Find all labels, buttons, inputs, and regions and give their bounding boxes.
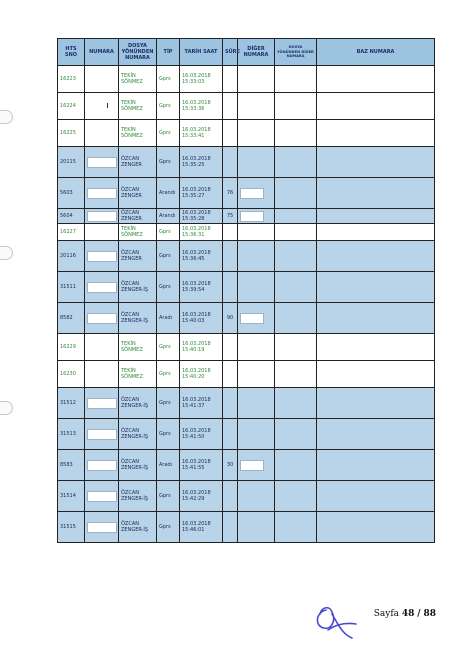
tarih-saat-cell <box>180 224 223 241</box>
dosya-numara-cell: TEKİN SÖNMEZ <box>119 66 157 93</box>
table-row <box>58 66 435 93</box>
table-row <box>58 147 435 178</box>
numara-cell <box>85 120 119 147</box>
sure-cell <box>223 224 238 241</box>
time-text: 15:40:20 <box>182 374 205 380</box>
time-text: 15:36:45 <box>182 256 205 262</box>
hts-sno-cell: 31512 <box>58 388 85 419</box>
sure-cell <box>223 241 238 272</box>
col-dosya-numara: DOSYA YÖNÜNDEN NUMARA <box>119 39 157 66</box>
diger-numara-cell <box>238 450 275 481</box>
hts-sno-cell: 16224 <box>58 93 85 120</box>
col-dosya-diger-numara: DOSYA YÖNÜNDEN DİĞER NUMARA <box>275 39 317 66</box>
time-text: 15:33:41 <box>182 133 205 139</box>
hts-sno-cell: 31515 <box>58 512 85 543</box>
baz-numara-cell <box>317 334 435 361</box>
page-number <box>374 609 436 619</box>
tip-cell: Arandı <box>157 178 180 209</box>
numara-cell <box>85 178 119 209</box>
numara-cell <box>85 419 119 450</box>
baz-numara-cell <box>317 147 435 178</box>
time-text: 15:35:25 <box>182 162 205 168</box>
time-text: 15:46:01 <box>182 527 205 533</box>
dosya-numara-cell: ÖZCAN ZENGER <box>119 178 157 209</box>
diger-numara-cell <box>238 93 275 120</box>
date-text: 16.03.2018 <box>182 459 211 465</box>
table-row <box>58 334 435 361</box>
tip-cell: Gprs <box>157 147 180 178</box>
hts-sno-cell: 31514 <box>58 481 85 512</box>
dosya-diger-numara-cell <box>275 241 317 272</box>
table-row <box>58 388 435 419</box>
dosya-numara-cell: ÖZCAN ZENGER-İŞ <box>119 388 157 419</box>
hts-sno-cell: 5603 <box>58 178 85 209</box>
baz-numara-cell <box>317 120 435 147</box>
diger-numara-cell <box>238 303 275 334</box>
tip-cell: Gprs <box>157 66 180 93</box>
date-text: 16.03.2018 <box>182 127 211 133</box>
redacted-number <box>87 211 117 222</box>
date-text: 16.03.2018 <box>182 341 211 347</box>
date-text: 16.03.2018 <box>182 368 211 374</box>
dosya-numara-cell: ÖZCAN ZENGER <box>119 241 157 272</box>
dosya-diger-numara-cell <box>275 272 317 303</box>
dosya-diger-numara-cell <box>275 512 317 543</box>
dosya-numara-cell: ÖZCAN ZENGER-İŞ <box>119 450 157 481</box>
baz-numara-cell <box>317 272 435 303</box>
table-row <box>58 93 435 120</box>
baz-numara-cell <box>317 450 435 481</box>
date-text: 16.03.2018 <box>182 100 211 106</box>
punch-hole-top <box>0 110 13 124</box>
dosya-diger-numara-cell <box>275 178 317 209</box>
redacted-other-number <box>240 211 264 222</box>
dosya-diger-numara-cell <box>275 450 317 481</box>
sure-cell <box>223 93 238 120</box>
redacted-number <box>87 522 117 533</box>
tarih-saat-cell <box>180 272 223 303</box>
baz-numara-cell <box>317 178 435 209</box>
redacted-number <box>87 251 117 262</box>
table-row <box>58 272 435 303</box>
table-row <box>58 120 435 147</box>
numara-cell <box>85 512 119 543</box>
sure-cell <box>223 120 238 147</box>
diger-numara-cell <box>238 481 275 512</box>
dosya-diger-numara-cell <box>275 419 317 450</box>
time-text: 15:41:37 <box>182 403 205 409</box>
numara-cell <box>85 303 119 334</box>
diger-numara-cell <box>238 147 275 178</box>
table-row <box>58 241 435 272</box>
dosya-diger-numara-cell <box>275 209 317 224</box>
date-text: 16.03.2018 <box>182 187 211 193</box>
sure-cell <box>223 388 238 419</box>
hts-sno-cell: 31513 <box>58 419 85 450</box>
hts-sno-cell: 31511 <box>58 272 85 303</box>
dosya-diger-numara-cell <box>275 303 317 334</box>
baz-numara-cell <box>317 241 435 272</box>
tip-cell: Gprs <box>157 512 180 543</box>
numara-cell <box>85 481 119 512</box>
time-text: 15:35:27 <box>182 193 205 199</box>
diger-numara-cell <box>238 334 275 361</box>
dosya-numara-cell: TEKİN SÖNMEZ <box>119 361 157 388</box>
sure-cell <box>223 334 238 361</box>
time-text: 15:41:50 <box>182 434 205 440</box>
numara-cell <box>85 66 119 93</box>
date-text: 16.03.2018 <box>182 490 211 496</box>
diger-numara-cell <box>238 361 275 388</box>
col-baz-numara: BAZ NUMARA <box>317 39 435 66</box>
col-sure: SÜRE <box>223 39 238 66</box>
tip-cell: Gprs <box>157 224 180 241</box>
tarih-saat-cell <box>180 388 223 419</box>
sure-cell <box>223 66 238 93</box>
baz-numara-cell <box>317 419 435 450</box>
tarih-saat-cell <box>180 481 223 512</box>
hts-sno-cell: 16225 <box>58 120 85 147</box>
time-text: 15:35:28 <box>182 216 205 222</box>
signature-mark <box>312 600 360 642</box>
date-text: 16.03.2018 <box>182 397 211 403</box>
tarih-saat-cell <box>180 178 223 209</box>
redacted-number <box>87 460 117 471</box>
tip-cell: Gprs <box>157 93 180 120</box>
header-row <box>58 39 435 66</box>
diger-numara-cell <box>238 178 275 209</box>
page-separator: / <box>417 609 421 619</box>
tip-cell: Gprs <box>157 388 180 419</box>
dosya-numara-cell: TEKİN SÖNMEZ <box>119 334 157 361</box>
numara-cell <box>85 209 119 224</box>
tarih-saat-cell <box>180 147 223 178</box>
redacted-number <box>87 157 117 168</box>
table-row <box>58 419 435 450</box>
baz-numara-cell <box>317 66 435 93</box>
sure-cell <box>223 481 238 512</box>
date-text: 16.03.2018 <box>182 312 211 318</box>
redacted-number <box>87 313 117 324</box>
redacted-other-number <box>240 188 264 199</box>
diger-numara-cell <box>238 241 275 272</box>
table-row <box>58 512 435 543</box>
tip-cell: Gprs <box>157 241 180 272</box>
diger-numara-cell <box>238 419 275 450</box>
redacted-other-number <box>240 460 264 471</box>
time-text: 15:41:55 <box>182 465 205 471</box>
hts-records-table <box>57 38 435 543</box>
numara-cell <box>85 450 119 481</box>
dosya-numara-cell: ÖZCAN ZENGER-İŞ <box>119 272 157 303</box>
baz-numara-cell <box>317 93 435 120</box>
col-tip: TİP <box>157 39 180 66</box>
dosya-numara-cell: TEKİN SÖNMEZ <box>119 120 157 147</box>
hts-sno-cell: 16223 <box>58 66 85 93</box>
diger-numara-cell <box>238 388 275 419</box>
date-text: 16.03.2018 <box>182 250 211 256</box>
tip-cell: Gprs <box>157 272 180 303</box>
col-tarih-saat: TARİH SAAT <box>180 39 223 66</box>
numara-cell <box>85 93 119 120</box>
date-text: 16.03.2018 <box>182 210 211 216</box>
table-row <box>58 450 435 481</box>
dosya-numara-cell: ÖZCAN ZENGER-İŞ <box>119 303 157 334</box>
tarih-saat-cell <box>180 303 223 334</box>
page-current: 48 <box>401 609 415 619</box>
numara-cell <box>85 388 119 419</box>
col-diger-numara: DİĞER NUMARA <box>238 39 275 66</box>
table-row <box>58 481 435 512</box>
hts-sno-cell: 20116 <box>58 241 85 272</box>
tip-cell: Gprs <box>157 419 180 450</box>
baz-numara-cell <box>317 481 435 512</box>
baz-numara-cell <box>317 303 435 334</box>
redacted-number <box>87 282 117 293</box>
dosya-numara-cell: TEKİN SÖNMEZ <box>119 224 157 241</box>
hts-sno-cell: 5604 <box>58 209 85 224</box>
date-text: 16.03.2018 <box>182 428 211 434</box>
baz-numara-cell <box>317 512 435 543</box>
dosya-diger-numara-cell <box>275 147 317 178</box>
table-row <box>58 224 435 241</box>
diger-numara-cell <box>238 66 275 93</box>
redacted-number <box>87 491 117 502</box>
tarih-saat-cell <box>180 361 223 388</box>
page-label: Sayfa <box>373 609 400 619</box>
numara-cell <box>85 361 119 388</box>
dosya-diger-numara-cell <box>275 481 317 512</box>
tip-cell: Gprs <box>157 481 180 512</box>
date-text: 16.03.2018 <box>182 156 211 162</box>
tarih-saat-cell <box>180 241 223 272</box>
table-row <box>58 209 435 224</box>
date-text: 16.03.2018 <box>182 281 211 287</box>
tip-cell: Gprs <box>157 120 180 147</box>
time-text: 15:36:31 <box>182 232 205 238</box>
diger-numara-cell <box>238 224 275 241</box>
dosya-diger-numara-cell <box>275 334 317 361</box>
sure-cell: 30 <box>223 450 238 481</box>
redacted-other-number <box>240 313 264 324</box>
diger-numara-cell <box>238 120 275 147</box>
table-row <box>58 178 435 209</box>
sure-cell <box>223 147 238 178</box>
sure-cell: 90 <box>223 303 238 334</box>
numara-cell <box>85 334 119 361</box>
tip-cell: Aradı <box>157 450 180 481</box>
sure-cell <box>223 361 238 388</box>
tip-cell: Gprs <box>157 334 180 361</box>
page-total: 88 <box>423 609 436 619</box>
sure-cell <box>223 512 238 543</box>
punch-hole-middle <box>0 246 13 260</box>
hts-sno-cell: 20115 <box>58 147 85 178</box>
redacted-number <box>87 429 117 440</box>
baz-numara-cell <box>317 224 435 241</box>
tarih-saat-cell <box>180 93 223 120</box>
dosya-numara-cell: ÖZCAN ZENGER <box>119 147 157 178</box>
diger-numara-cell <box>238 272 275 303</box>
dosya-diger-numara-cell <box>275 224 317 241</box>
sure-cell <box>223 419 238 450</box>
hts-sno-cell: 16227 <box>58 224 85 241</box>
table-row <box>58 303 435 334</box>
punch-hole-bottom <box>0 401 13 415</box>
time-text: 15:33:03 <box>182 79 205 85</box>
hts-sno-cell: 8583 <box>58 450 85 481</box>
numara-cell <box>85 241 119 272</box>
sure-cell: 76 <box>223 178 238 209</box>
baz-numara-cell <box>317 361 435 388</box>
time-text: 15:40:03 <box>182 318 205 324</box>
tarih-saat-cell <box>180 120 223 147</box>
dosya-numara-cell: ÖZCAN ZENGER-İŞ <box>119 419 157 450</box>
dosya-numara-cell: ÖZCAN ZENGER <box>119 209 157 224</box>
sure-cell <box>223 272 238 303</box>
pen-mark <box>107 103 108 108</box>
hts-sno-cell: 16230 <box>58 361 85 388</box>
tarih-saat-cell <box>180 512 223 543</box>
tarih-saat-cell <box>180 209 223 224</box>
numara-cell <box>85 272 119 303</box>
time-text: 15:33:36 <box>182 106 205 112</box>
time-text: 15:40:19 <box>182 347 205 353</box>
tip-cell: Gprs <box>157 361 180 388</box>
tip-cell: Arandı <box>157 209 180 224</box>
baz-numara-cell <box>317 209 435 224</box>
tarih-saat-cell <box>180 419 223 450</box>
dosya-diger-numara-cell <box>275 93 317 120</box>
numara-cell <box>85 147 119 178</box>
hts-sno-cell: 16229 <box>58 334 85 361</box>
dosya-diger-numara-cell <box>275 361 317 388</box>
dosya-numara-cell: TEKİN SÖNMEZ <box>119 93 157 120</box>
tip-cell: Aradı <box>157 303 180 334</box>
dosya-numara-cell: ÖZCAN ZENGER-İŞ <box>119 512 157 543</box>
col-hts-sno: HTS SNO <box>58 39 85 66</box>
date-text: 16.03.2018 <box>182 226 211 232</box>
date-text: 16.03.2018 <box>182 521 211 527</box>
dosya-diger-numara-cell <box>275 388 317 419</box>
redacted-number <box>87 188 117 199</box>
diger-numara-cell <box>238 512 275 543</box>
date-text: 16.03.2018 <box>182 73 211 79</box>
tarih-saat-cell <box>180 450 223 481</box>
numara-cell <box>85 224 119 241</box>
diger-numara-cell <box>238 209 275 224</box>
dosya-numara-cell: ÖZCAN ZENGER-İŞ <box>119 481 157 512</box>
dosya-diger-numara-cell <box>275 120 317 147</box>
time-text: 15:42:29 <box>182 496 205 502</box>
baz-numara-cell <box>317 388 435 419</box>
col-numara: NUMARA <box>85 39 119 66</box>
table-row <box>58 361 435 388</box>
time-text: 15:39:54 <box>182 287 205 293</box>
dosya-diger-numara-cell <box>275 66 317 93</box>
redacted-number <box>87 398 117 409</box>
sure-cell: 75 <box>223 209 238 224</box>
tarih-saat-cell <box>180 334 223 361</box>
tarih-saat-cell <box>180 66 223 93</box>
hts-sno-cell: 8582 <box>58 303 85 334</box>
